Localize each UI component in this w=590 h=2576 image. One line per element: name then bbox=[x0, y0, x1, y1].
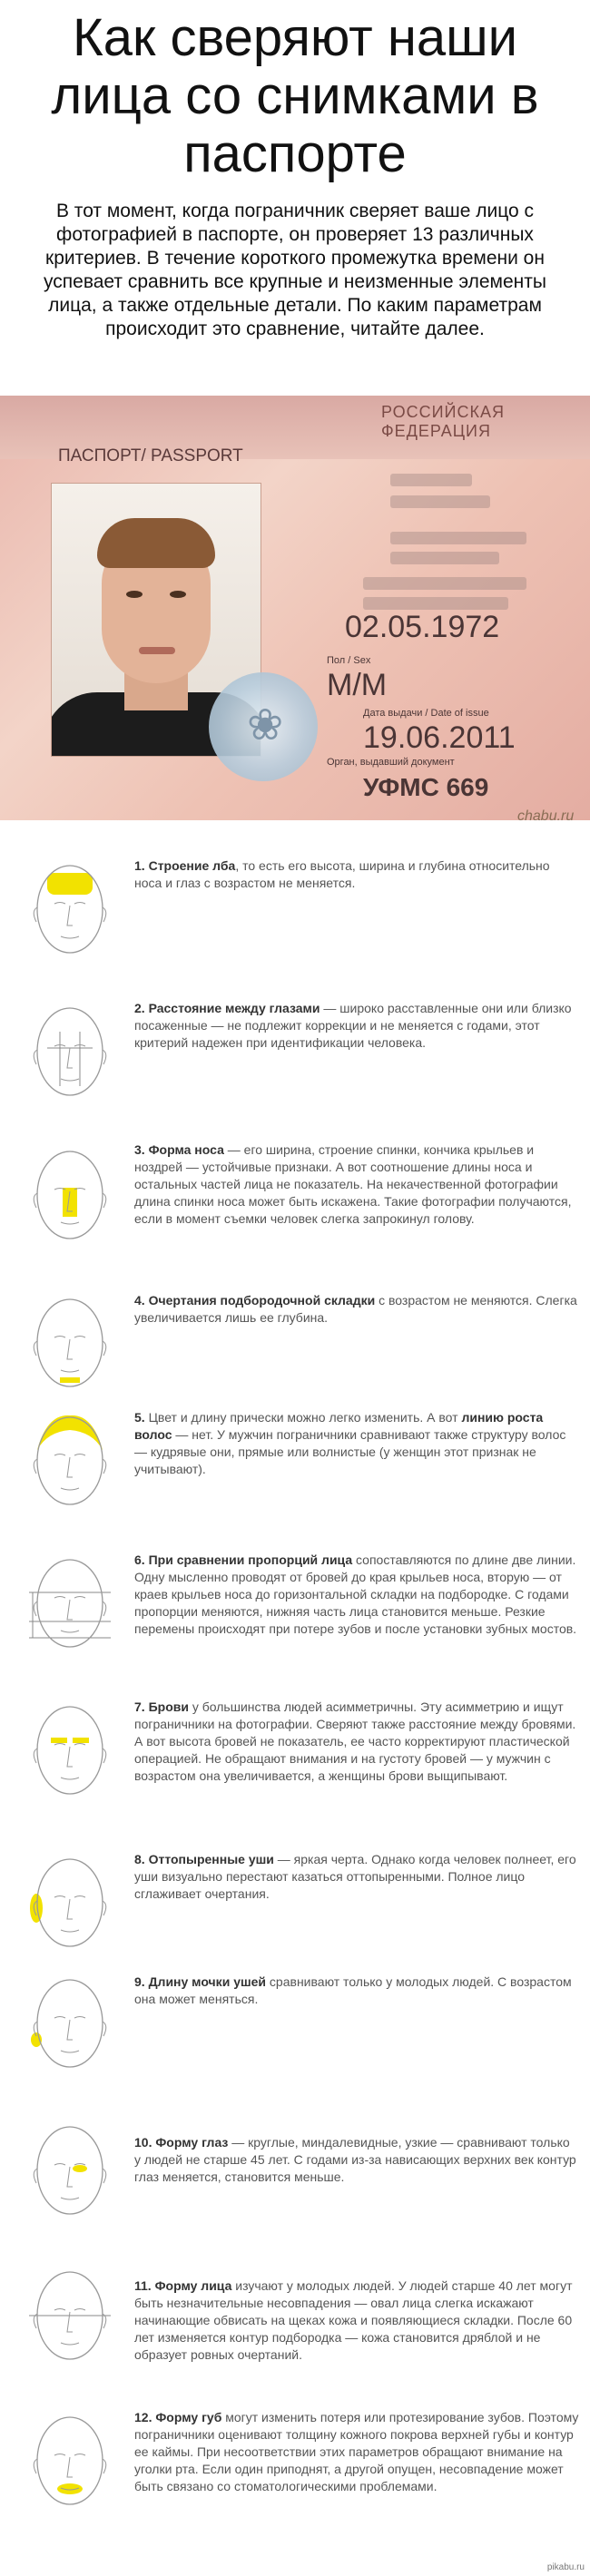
passport-sex-label: Пол / Sex bbox=[327, 655, 371, 666]
criterion-body: у большинства людей асимметричны. Эту асимметрию и ищут пограничники на фотографии. Сверяют также расстояние между бровями. А вот высота бровей не показатель, ее часто корректируют пластической операцией. Не обращают внимания и на густоту бровей — у мужчин с возрастом она увеличивается, а женщины брови выщипывают. bbox=[134, 1699, 576, 1783]
criterion-text bbox=[134, 2134, 579, 2186]
criterion-text bbox=[134, 1141, 579, 1228]
criterion-heading: Брови bbox=[148, 1699, 189, 1714]
criterion-heading: Оттопыренные уши bbox=[148, 1852, 274, 1866]
criterion-heading: При сравнении пропорций лица bbox=[148, 1552, 353, 1567]
criterion-heading: Очертания подбородочной складки bbox=[148, 1293, 376, 1308]
passport-date-label: Дата выдачи / Date of issue bbox=[363, 708, 489, 719]
face-diagram-faceshape-icon bbox=[20, 2259, 120, 2368]
face-diagram-lips-icon bbox=[20, 2405, 120, 2513]
criterion-heading: Форму лица bbox=[154, 2278, 232, 2293]
face-diagram-lobe-icon bbox=[20, 1967, 120, 2076]
criterion-body: — яркая черта. Однако когда человек полнеет, его уши визуально перестают казаться оттопыренными. Полное лицо сглаживает очертания. bbox=[134, 1852, 576, 1901]
criterion-text bbox=[134, 2409, 579, 2495]
passport-label: ПАСПОРТ/ PASSPORT bbox=[58, 446, 243, 465]
criterion-body: — его ширина, строение спинки, кончика крыльев и ноздрей — устойчивые признаки. А вот соотношение длины носа и остальных частей лица не показатель. На некачественной фотографии длина спинки носа может быть искажена. Такие фотографии получаются, если в момент съемки человек слегка запрокинул голову. bbox=[134, 1142, 572, 1226]
criterion-number: 10. bbox=[134, 2135, 156, 2150]
face-diagram-eyes-icon bbox=[20, 995, 120, 1104]
criterion-body: , то есть его высота, ширина и глубина относительно носа и глаз с возрастом не меняется. bbox=[134, 858, 550, 890]
face-diagram-chin-icon bbox=[20, 1287, 120, 1396]
face-diagram-ear-icon bbox=[20, 1846, 120, 1955]
criterion-number: 11. bbox=[134, 2278, 155, 2293]
criterion-text bbox=[134, 1292, 579, 1327]
criterion-body: изучают у молодых людей. У людей старше 40 лет могут быть незначительные несовпадения — овал лица слегка искажают начинающие обвисать на щеках кожа и появляющиеся складки. После 60 лет изменяется контур подбородка — кожа становится дряблой и не образует ровных очертаний. bbox=[134, 2278, 573, 2362]
criterion-heading: линию роста волос bbox=[134, 1410, 544, 1442]
face-diagram-proportion-icon bbox=[20, 1547, 120, 1656]
face-diagram-brows-icon bbox=[20, 1694, 120, 1803]
criterion-body: — широко расставленные они или близко посаженные — не подлежит коррекции и не меняется с годами, этот критерий надежен при идентификации человека. bbox=[134, 1001, 572, 1050]
face-diagram-hair-icon bbox=[20, 1405, 120, 1513]
footer-watermark: pikabu.ru bbox=[546, 2562, 585, 2572]
criterion-text bbox=[134, 1552, 579, 1638]
criterion-heading: Длину мочки ушей bbox=[148, 1974, 267, 1989]
criterion-text bbox=[134, 2277, 579, 2364]
criterion-text bbox=[134, 1851, 579, 1903]
criterion-number: 2. bbox=[134, 1001, 149, 1015]
criterion-number: 9. bbox=[134, 1974, 149, 1989]
criterion-number: 5. bbox=[134, 1410, 149, 1425]
criterion-body-pre: Цвет и длину прически можно легко изменить. А вот bbox=[148, 1410, 462, 1425]
passport-birth-date: 02.05.1972 bbox=[345, 610, 500, 644]
criterion-heading: Расстояние между глазами bbox=[148, 1001, 320, 1015]
criterion-number: 6. bbox=[134, 1552, 149, 1567]
criterion-text bbox=[134, 1409, 579, 1478]
criterion-heading: Форму губ bbox=[155, 2410, 222, 2424]
criterion-text bbox=[134, 1000, 579, 1052]
criterion-heading: Строение лба bbox=[148, 858, 236, 873]
passport-image bbox=[0, 396, 590, 820]
criterion-body: сравнивают только у молодых людей. С возрастом она может меняться. bbox=[134, 1974, 572, 2006]
criterion-text bbox=[134, 1974, 579, 2008]
passport-authority-label: Орган, выдавший документ bbox=[327, 757, 455, 768]
eagle-emblem-icon: ❀ bbox=[247, 701, 284, 749]
criterion-body: сопоставляются по длине две линии. Одну мысленно проводят от бровей до края крыльев носа, вторую — от краев крыльев носа до горизонтальной складки на подбородке. С годами пропорции меняются, нижняя часть лица становится меньше. Резкие перемены происходят при потере зубов и после установки зубных мостов. bbox=[134, 1552, 577, 1636]
criterion-number: 3. bbox=[134, 1142, 149, 1157]
criterion-number: 4. bbox=[134, 1293, 149, 1308]
face-diagram-forehead-icon bbox=[20, 853, 120, 962]
intro-paragraph: В тот момент, когда пограничник сверяет ваше лицо с фотографией в паспорте, он проверяет 13 различных критериев. В течение короткого промежутка времени он успевает сравнить все крупные и неизменные элементы лица, а также отдельные детали. По каким параметрам происходит это сравнение, читайте далее. bbox=[44, 201, 546, 339]
criterion-number: 12. bbox=[134, 2410, 156, 2424]
passport-country-header: РОССИЙСКАЯ ФЕДЕРАЦИЯ bbox=[381, 403, 505, 440]
criterion-body: могут изменить потеря или протезирование зубов. Поэтому пограничники оценивают толщину кожного покрова верхней губы и контур ее каймы. При несоответствии этих параметров обращают внимание на уголки рта. Если один приподнят, а другой опущен, несовпадение может быть связано со стоматологическими проблемами. bbox=[134, 2410, 579, 2493]
criterion-number: 7. bbox=[134, 1699, 149, 1714]
face-diagram-nose-icon bbox=[20, 1139, 120, 1248]
passport-authority: УФМС 669 bbox=[363, 773, 489, 801]
criterion-heading: Форму глаз bbox=[155, 2135, 229, 2150]
criterion-number: 1. bbox=[134, 858, 149, 873]
criterion-number: 8. bbox=[134, 1852, 149, 1866]
passport-watermark: chabu.ru bbox=[517, 808, 575, 820]
criterion-heading: Форма носа bbox=[148, 1142, 224, 1157]
passport-sex: М/М bbox=[327, 668, 388, 702]
criterion-body: — нет. У мужчин пограничники сравнивают также структуру волос — кудрявые они, прямые или волнистые (у женщин этот признак не учитывают). bbox=[134, 1427, 566, 1476]
face-diagram-eyeshape-icon bbox=[20, 2114, 120, 2223]
criterion-body: с возрастом не меняются. Слегка увеличивается лишь ее глубина. bbox=[134, 1293, 577, 1325]
criterion-body: — круглые, миндалевидные, узкие — сравнивают только у людей не старше 45 лет. С годами из-за нависающих верхних век контур глаз меняется, становится меньше. bbox=[134, 2135, 576, 2184]
criterion-text bbox=[134, 857, 579, 892]
page-title: Как сверяют наши лица со снимками в паспорте bbox=[51, 8, 539, 183]
passport-issue-date: 19.06.2011 bbox=[363, 720, 516, 755]
criterion-text bbox=[134, 1699, 579, 1785]
